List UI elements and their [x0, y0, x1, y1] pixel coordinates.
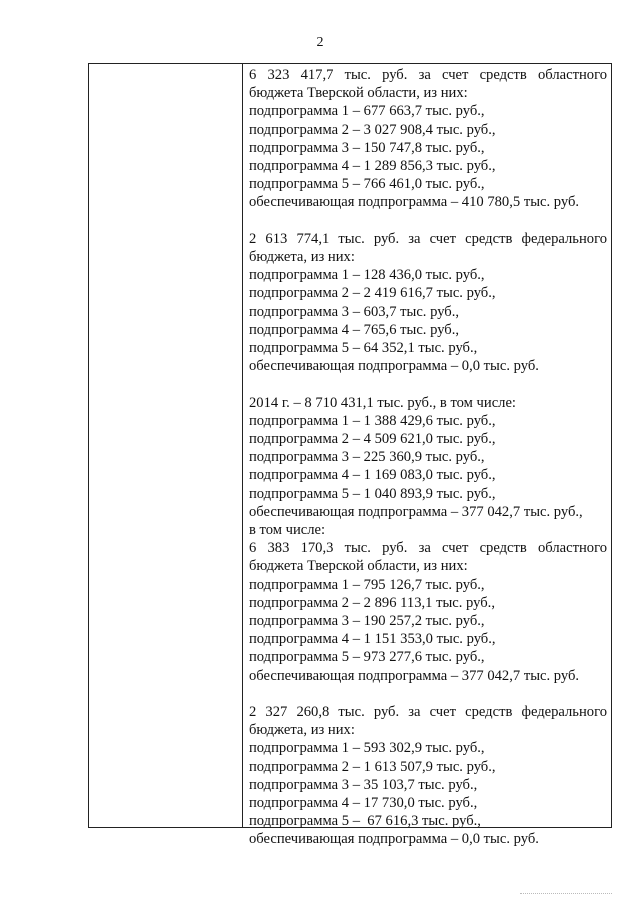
subprogram-line: подпрограмма 4 – 1 289 856,3 тыс. руб., [249, 158, 496, 175]
subprogram-line: подпрограмма 4 – 17 730,0 тыс. руб., [249, 795, 478, 812]
subprogram-line: подпрограмма 1 – 677 663,7 тыс. руб., [249, 103, 485, 120]
subprogram-line: подпрограмма 3 – 225 360,9 тыс. руб., [249, 449, 485, 466]
subprogram-line: подпрограмма 5 – 67 616,3 тыс. руб., [249, 813, 481, 830]
funding-block-federal-2 [249, 703, 607, 849]
subprogram-line: подпрограмма 4 – 765,6 тыс. руб., [249, 321, 460, 338]
subprogram-line: подпрограмма 3 – 190 257,2 тыс. руб., [249, 613, 485, 630]
scan-edge-line [520, 893, 612, 894]
funding-lead-line: бюджета, из них: [249, 249, 355, 266]
subprogram-line: подпрограмма 1 – 1 388 429,6 тыс. руб., [249, 412, 496, 429]
supporting-subprogram-line: обеспечивающая подпрограмма – 0,0 тыс. руб. [249, 831, 539, 848]
table-left-cell [89, 64, 243, 827]
subprogram-line: подпрограмма 5 – 766 461,0 тыс. руб., [249, 176, 485, 193]
subprogram-line: подпрограмма 2 – 4 509 621,0 тыс. руб., [249, 431, 496, 448]
subprogram-line: подпрограмма 1 – 128 436,0 тыс. руб., [249, 267, 485, 284]
year-total-line: 2014 г. – 8 710 431,1 тыс. руб., в том числе: [249, 394, 516, 411]
table-right-cell [249, 66, 607, 867]
including-line: в том числе: [249, 522, 326, 539]
supporting-subprogram-line: обеспечивающая подпрограмма – 410 780,5 тыс. руб. [249, 194, 580, 211]
funding-block-federal-1 [249, 230, 607, 376]
funding-lead-line: 2 327 260,8 тыс. руб. за счет средств федерального [249, 704, 607, 721]
subprogram-line: подпрограмма 2 – 2 896 113,1 тыс. руб., [249, 594, 495, 611]
funding-lead-line: бюджета Тверской области, из них: [249, 85, 468, 102]
subprogram-line: подпрограмма 3 – 150 747,8 тыс. руб., [249, 139, 485, 156]
supporting-subprogram-line: обеспечивающая подпрограмма – 0,0 тыс. руб. [249, 358, 539, 375]
subprogram-line: подпрограмма 2 – 2 419 616,7 тыс. руб., [249, 285, 496, 302]
funding-block-regional-1 [249, 66, 607, 212]
supporting-subprogram-line: обеспечивающая подпрограмма – 377 042,7 тыс. руб., [249, 503, 583, 520]
subprogram-line: подпрограмма 3 – 603,7 тыс. руб., [249, 303, 460, 320]
funding-lead-line: 2 613 774,1 тыс. руб. за счет средств федерального [249, 230, 607, 247]
subprogram-line: подпрограмма 5 – 64 352,1 тыс. руб., [249, 340, 478, 357]
subprogram-line: подпрограмма 1 – 593 302,9 тыс. руб., [249, 740, 485, 757]
funding-lead-line: 6 383 170,3 тыс. руб. за счет средств областного [249, 540, 607, 557]
funding-lead-line: бюджета, из них: [249, 722, 355, 739]
subprogram-line: подпрограмма 1 – 795 126,7 тыс. руб., [249, 576, 485, 593]
funding-block-regional-2 [249, 539, 607, 685]
funding-block-year-2014 [249, 394, 607, 540]
funding-lead-line: 6 323 417,7 тыс. руб. за счет средств областного [249, 67, 607, 83]
passport-table [88, 63, 612, 848]
subprogram-line: подпрограмма 4 – 1 169 083,0 тыс. руб., [249, 467, 496, 484]
subprogram-line: подпрограмма 2 – 1 613 507,9 тыс. руб., [249, 758, 496, 775]
supporting-subprogram-line: обеспечивающая подпрограмма – 377 042,7 тыс. руб. [249, 667, 580, 684]
subprogram-line: подпрограмма 5 – 1 040 893,9 тыс. руб., [249, 485, 496, 502]
page-number: 2 [316, 35, 324, 50]
subprogram-line: подпрограмма 3 – 35 103,7 тыс. руб., [249, 776, 478, 793]
subprogram-line: подпрограмма 5 – 973 277,6 тыс. руб., [249, 649, 485, 666]
funding-lead-line: бюджета Тверской области, из них: [249, 558, 468, 575]
subprogram-line: подпрограмма 2 – 3 027 908,4 тыс. руб., [249, 121, 496, 138]
subprogram-line: подпрограмма 4 – 1 151 353,0 тыс. руб., [249, 631, 496, 648]
